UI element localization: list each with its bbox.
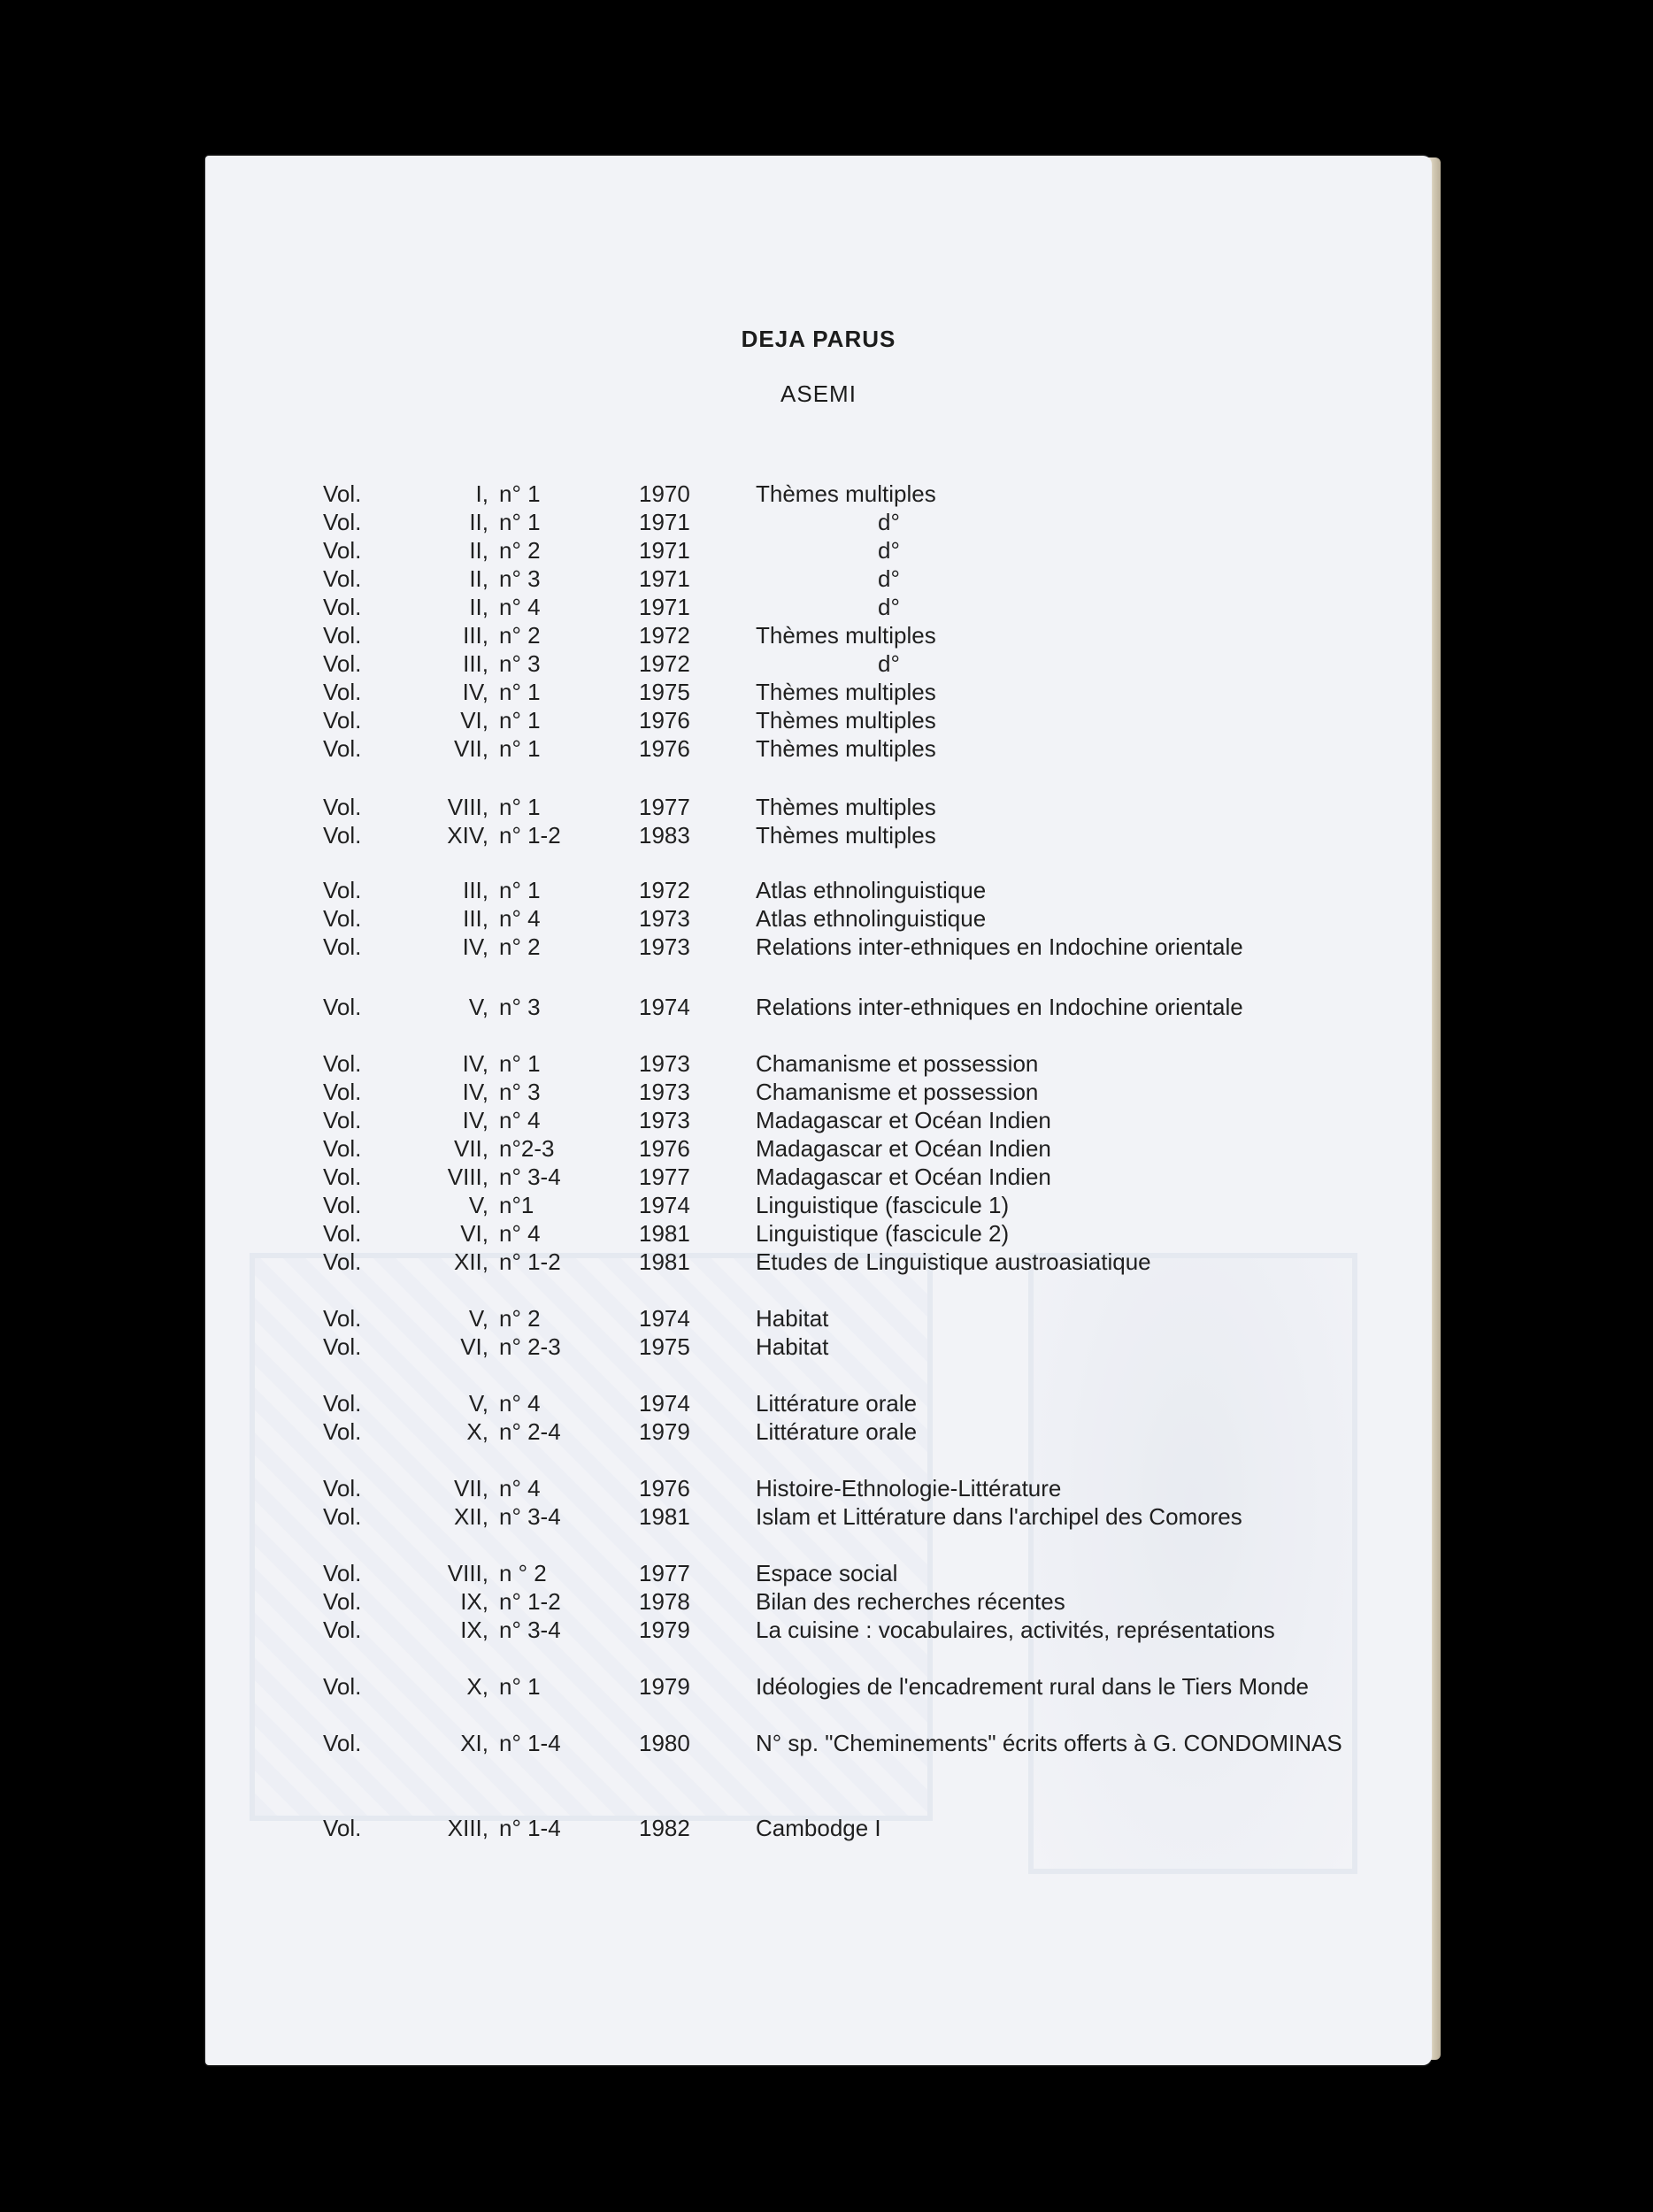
publication-year: 1973	[639, 933, 690, 960]
volume-label: Vol.	[323, 1164, 362, 1190]
volume-number: IX,	[460, 1617, 488, 1643]
issue-title: Thèmes multiples	[756, 794, 936, 820]
volume-label: Vol.	[323, 1673, 362, 1700]
issue-number: n° 2-3	[499, 1333, 561, 1360]
publication-year: 1971	[639, 537, 690, 564]
publication-year: 1979	[639, 1617, 690, 1643]
publication-year: 1971	[639, 565, 690, 592]
publication-year: 1971	[639, 509, 690, 535]
issue-title: Thèmes multiples	[756, 679, 936, 705]
issue-number: n° 3	[499, 650, 541, 677]
publication-year: 1975	[639, 679, 690, 705]
publication-year: 1976	[639, 707, 690, 733]
issue-title: Madagascar et Océan Indien	[756, 1107, 1051, 1133]
publication-year: 1982	[639, 1815, 690, 1841]
issue-title: Chamanisme et possession	[756, 1050, 1039, 1077]
volume-label: Vol.	[323, 1050, 362, 1077]
issue-title: Atlas ethnolinguistique	[756, 905, 987, 932]
issue-number: n° 4	[499, 905, 541, 932]
volume-label: Vol.	[323, 905, 362, 932]
volume-number: XII,	[453, 1248, 488, 1275]
volume-number: V,	[468, 1390, 488, 1417]
publication-year: 1976	[639, 1135, 690, 1162]
issue-number: n° 2	[499, 537, 541, 564]
issue-title: d°	[878, 537, 900, 564]
volume-label: Vol.	[323, 1815, 362, 1841]
publication-year: 1978	[639, 1588, 690, 1615]
page-title: DEJA PARUS	[741, 326, 896, 352]
volume-label: Vol.	[323, 1730, 362, 1756]
volume-number: IV,	[462, 1107, 488, 1133]
volume-number: VIII,	[447, 1560, 488, 1586]
publication-year: 1973	[639, 905, 690, 932]
issue-title: Littérature orale	[756, 1418, 918, 1445]
issue-title: N° sp. "Cheminements" écrits offerts à G. CONDOMINAS	[756, 1730, 1342, 1756]
publication-year: 1979	[639, 1418, 690, 1445]
publication-year: 1975	[639, 1333, 690, 1360]
publication-year: 1974	[639, 994, 690, 1020]
volume-label: Vol.	[323, 1107, 362, 1133]
volume-label: Vol.	[323, 509, 362, 535]
publication-year: 1971	[639, 594, 690, 620]
issue-title: Littérature orale	[756, 1390, 918, 1417]
issue-number: n° 1	[499, 679, 541, 705]
publication-year: 1970	[639, 480, 690, 507]
volume-number: IX,	[460, 1588, 488, 1615]
publication-year: 1977	[639, 794, 690, 820]
issue-number: n° 2-4	[499, 1418, 561, 1445]
issue-number: n° 2	[499, 1305, 541, 1332]
volume-number: X,	[466, 1418, 488, 1445]
issue-number: n°1	[499, 1192, 534, 1218]
publication-year: 1976	[639, 735, 690, 762]
issue-title: Thèmes multiples	[756, 622, 936, 649]
volume-label: Vol.	[323, 594, 362, 620]
volume-label: Vol.	[323, 933, 362, 960]
volume-number: VII,	[453, 1135, 488, 1162]
issue-number: n° 1-2	[499, 1588, 561, 1615]
issue-title: d°	[878, 650, 900, 677]
issue-number: n° 1	[499, 877, 541, 903]
volume-number: VIII,	[447, 1164, 488, 1190]
issue-number: n ° 2	[499, 1560, 547, 1586]
volume-label: Vol.	[323, 1475, 362, 1502]
publication-year: 1974	[639, 1192, 690, 1218]
issue-number: n° 1	[499, 707, 541, 733]
volume-number: IV,	[462, 1079, 488, 1105]
volume-number: VI,	[460, 1333, 488, 1360]
volume-number: VI,	[460, 707, 488, 733]
issue-title: Habitat	[756, 1333, 829, 1360]
volume-label: Vol.	[323, 1220, 362, 1247]
volume-label: Vol.	[323, 735, 362, 762]
volume-label: Vol.	[323, 794, 362, 820]
issue-title: Linguistique (fascicule 2)	[756, 1220, 1010, 1247]
volume-number: XII,	[453, 1503, 488, 1530]
issue-number: n° 1-2	[499, 1248, 561, 1275]
volume-label: Vol.	[323, 1248, 362, 1275]
volume-label: Vol.	[323, 565, 362, 592]
issue-title: Atlas ethnolinguistique	[756, 877, 987, 903]
issue-title: Espace social	[756, 1560, 898, 1586]
volume-number: III,	[463, 622, 488, 649]
issue-number: n° 1	[499, 1050, 541, 1077]
issue-number: n° 2	[499, 933, 541, 960]
publication-year: 1981	[639, 1248, 690, 1275]
volume-label: Vol.	[323, 1588, 362, 1615]
issue-number: n°2-3	[499, 1135, 555, 1162]
issue-title: Etudes de Linguistique austroasiatique	[756, 1248, 1151, 1275]
issue-title: Idéologies de l'encadrement rural dans le Tiers Monde	[756, 1673, 1309, 1700]
publication-year: 1972	[639, 650, 690, 677]
volume-number: IV,	[462, 679, 488, 705]
volume-number: X,	[466, 1673, 488, 1700]
volume-number: XI,	[460, 1730, 488, 1756]
issue-title: Relations inter-ethniques en Indochine orientale	[756, 933, 1243, 960]
volume-number: VII,	[453, 1475, 488, 1502]
issue-number: n° 1-4	[499, 1730, 561, 1756]
issue-title: Habitat	[756, 1305, 829, 1332]
issue-title: Madagascar et Océan Indien	[756, 1135, 1051, 1162]
issue-number: n° 1-2	[499, 822, 561, 849]
issue-number: n° 1	[499, 1673, 541, 1700]
volume-number: IV,	[462, 1050, 488, 1077]
volume-number: VI,	[460, 1220, 488, 1247]
volume-number: III,	[463, 877, 488, 903]
volume-label: Vol.	[323, 1192, 362, 1218]
volume-label: Vol.	[323, 679, 362, 705]
issue-title: Relations inter-ethniques en Indochine orientale	[756, 994, 1243, 1020]
issue-number: n° 3-4	[499, 1503, 561, 1530]
volume-number: III,	[463, 905, 488, 932]
publication-year: 1976	[639, 1475, 690, 1502]
issue-number: n° 3	[499, 994, 541, 1020]
issue-title: Chamanisme et possession	[756, 1079, 1039, 1105]
publication-year: 1973	[639, 1107, 690, 1133]
issue-title: Thèmes multiples	[756, 707, 936, 733]
publication-year: 1973	[639, 1050, 690, 1077]
volume-number: III,	[463, 650, 488, 677]
volume-number: V,	[468, 1305, 488, 1332]
volume-label: Vol.	[323, 1079, 362, 1105]
issue-number: n° 4	[499, 1475, 541, 1502]
publication-year: 1972	[639, 877, 690, 903]
volume-label: Vol.	[323, 1333, 362, 1360]
volume-number: XIV,	[447, 822, 488, 849]
volume-number: XIII,	[447, 1815, 488, 1841]
issue-title: Islam et Littérature dans l'archipel des Comores	[756, 1503, 1242, 1530]
volume-label: Vol.	[323, 1135, 362, 1162]
issue-title: Linguistique (fascicule 1)	[756, 1192, 1010, 1218]
issue-title: d°	[878, 509, 900, 535]
page-subtitle: ASEMI	[780, 380, 857, 407]
issue-number: n° 3	[499, 1079, 541, 1105]
issue-title: Thèmes multiples	[756, 480, 936, 507]
volume-number: I,	[475, 480, 488, 507]
volume-number: V,	[468, 1192, 488, 1218]
issue-number: n° 1-4	[499, 1815, 561, 1841]
issue-number: n° 2	[499, 622, 541, 649]
volume-label: Vol.	[323, 1418, 362, 1445]
volume-label: Vol.	[323, 622, 362, 649]
volume-number: II,	[469, 565, 488, 592]
volume-number: II,	[469, 594, 488, 620]
issue-number: n° 4	[499, 594, 541, 620]
publication-year: 1974	[639, 1390, 690, 1417]
publications-list	[205, 156, 1432, 2065]
issue-title: Bilan des recherches récentes	[756, 1588, 1065, 1615]
volume-label: Vol.	[323, 1617, 362, 1643]
publication-year: 1977	[639, 1560, 690, 1586]
volume-number: II,	[469, 537, 488, 564]
issue-title: Thèmes multiples	[756, 822, 936, 849]
volume-label: Vol.	[323, 650, 362, 677]
issue-number: n° 3-4	[499, 1164, 561, 1190]
publication-year: 1980	[639, 1730, 690, 1756]
issue-title: La cuisine : vocabulaires, activités, représentations	[756, 1617, 1275, 1643]
volume-label: Vol.	[323, 480, 362, 507]
volume-number: IV,	[462, 933, 488, 960]
document-page	[205, 156, 1432, 2065]
issue-number: n° 1	[499, 480, 541, 507]
volume-number: VIII,	[447, 794, 488, 820]
issue-number: n° 4	[499, 1390, 541, 1417]
volume-label: Vol.	[323, 1390, 362, 1417]
issue-title: d°	[878, 594, 900, 620]
volume-number: II,	[469, 509, 488, 535]
issue-number: n° 4	[499, 1220, 541, 1247]
volume-number: V,	[468, 994, 488, 1020]
volume-label: Vol.	[323, 994, 362, 1020]
publication-year: 1974	[639, 1305, 690, 1332]
issue-number: n° 1	[499, 735, 541, 762]
issue-title: d°	[878, 565, 900, 592]
volume-label: Vol.	[323, 1503, 362, 1530]
publication-year: 1973	[639, 1079, 690, 1105]
issue-number: n° 3-4	[499, 1617, 561, 1643]
volume-label: Vol.	[323, 537, 362, 564]
publication-year: 1981	[639, 1220, 690, 1247]
issue-title: Histoire-Ethnologie-Littérature	[756, 1475, 1062, 1502]
publication-year: 1981	[639, 1503, 690, 1530]
volume-label: Vol.	[323, 707, 362, 733]
issue-number: n° 1	[499, 509, 541, 535]
publication-year: 1979	[639, 1673, 690, 1700]
volume-label: Vol.	[323, 822, 362, 849]
volume-label: Vol.	[323, 877, 362, 903]
issue-title: Thèmes multiples	[756, 735, 936, 762]
issue-title: Madagascar et Océan Indien	[756, 1164, 1051, 1190]
publication-year: 1972	[639, 622, 690, 649]
volume-number: VII,	[453, 735, 488, 762]
volume-label: Vol.	[323, 1560, 362, 1586]
publication-year: 1977	[639, 1164, 690, 1190]
issue-number: n° 4	[499, 1107, 541, 1133]
issue-title: Cambodge I	[756, 1815, 881, 1841]
issue-number: n° 3	[499, 565, 541, 592]
issue-number: n° 1	[499, 794, 541, 820]
publication-year: 1983	[639, 822, 690, 849]
volume-label: Vol.	[323, 1305, 362, 1332]
